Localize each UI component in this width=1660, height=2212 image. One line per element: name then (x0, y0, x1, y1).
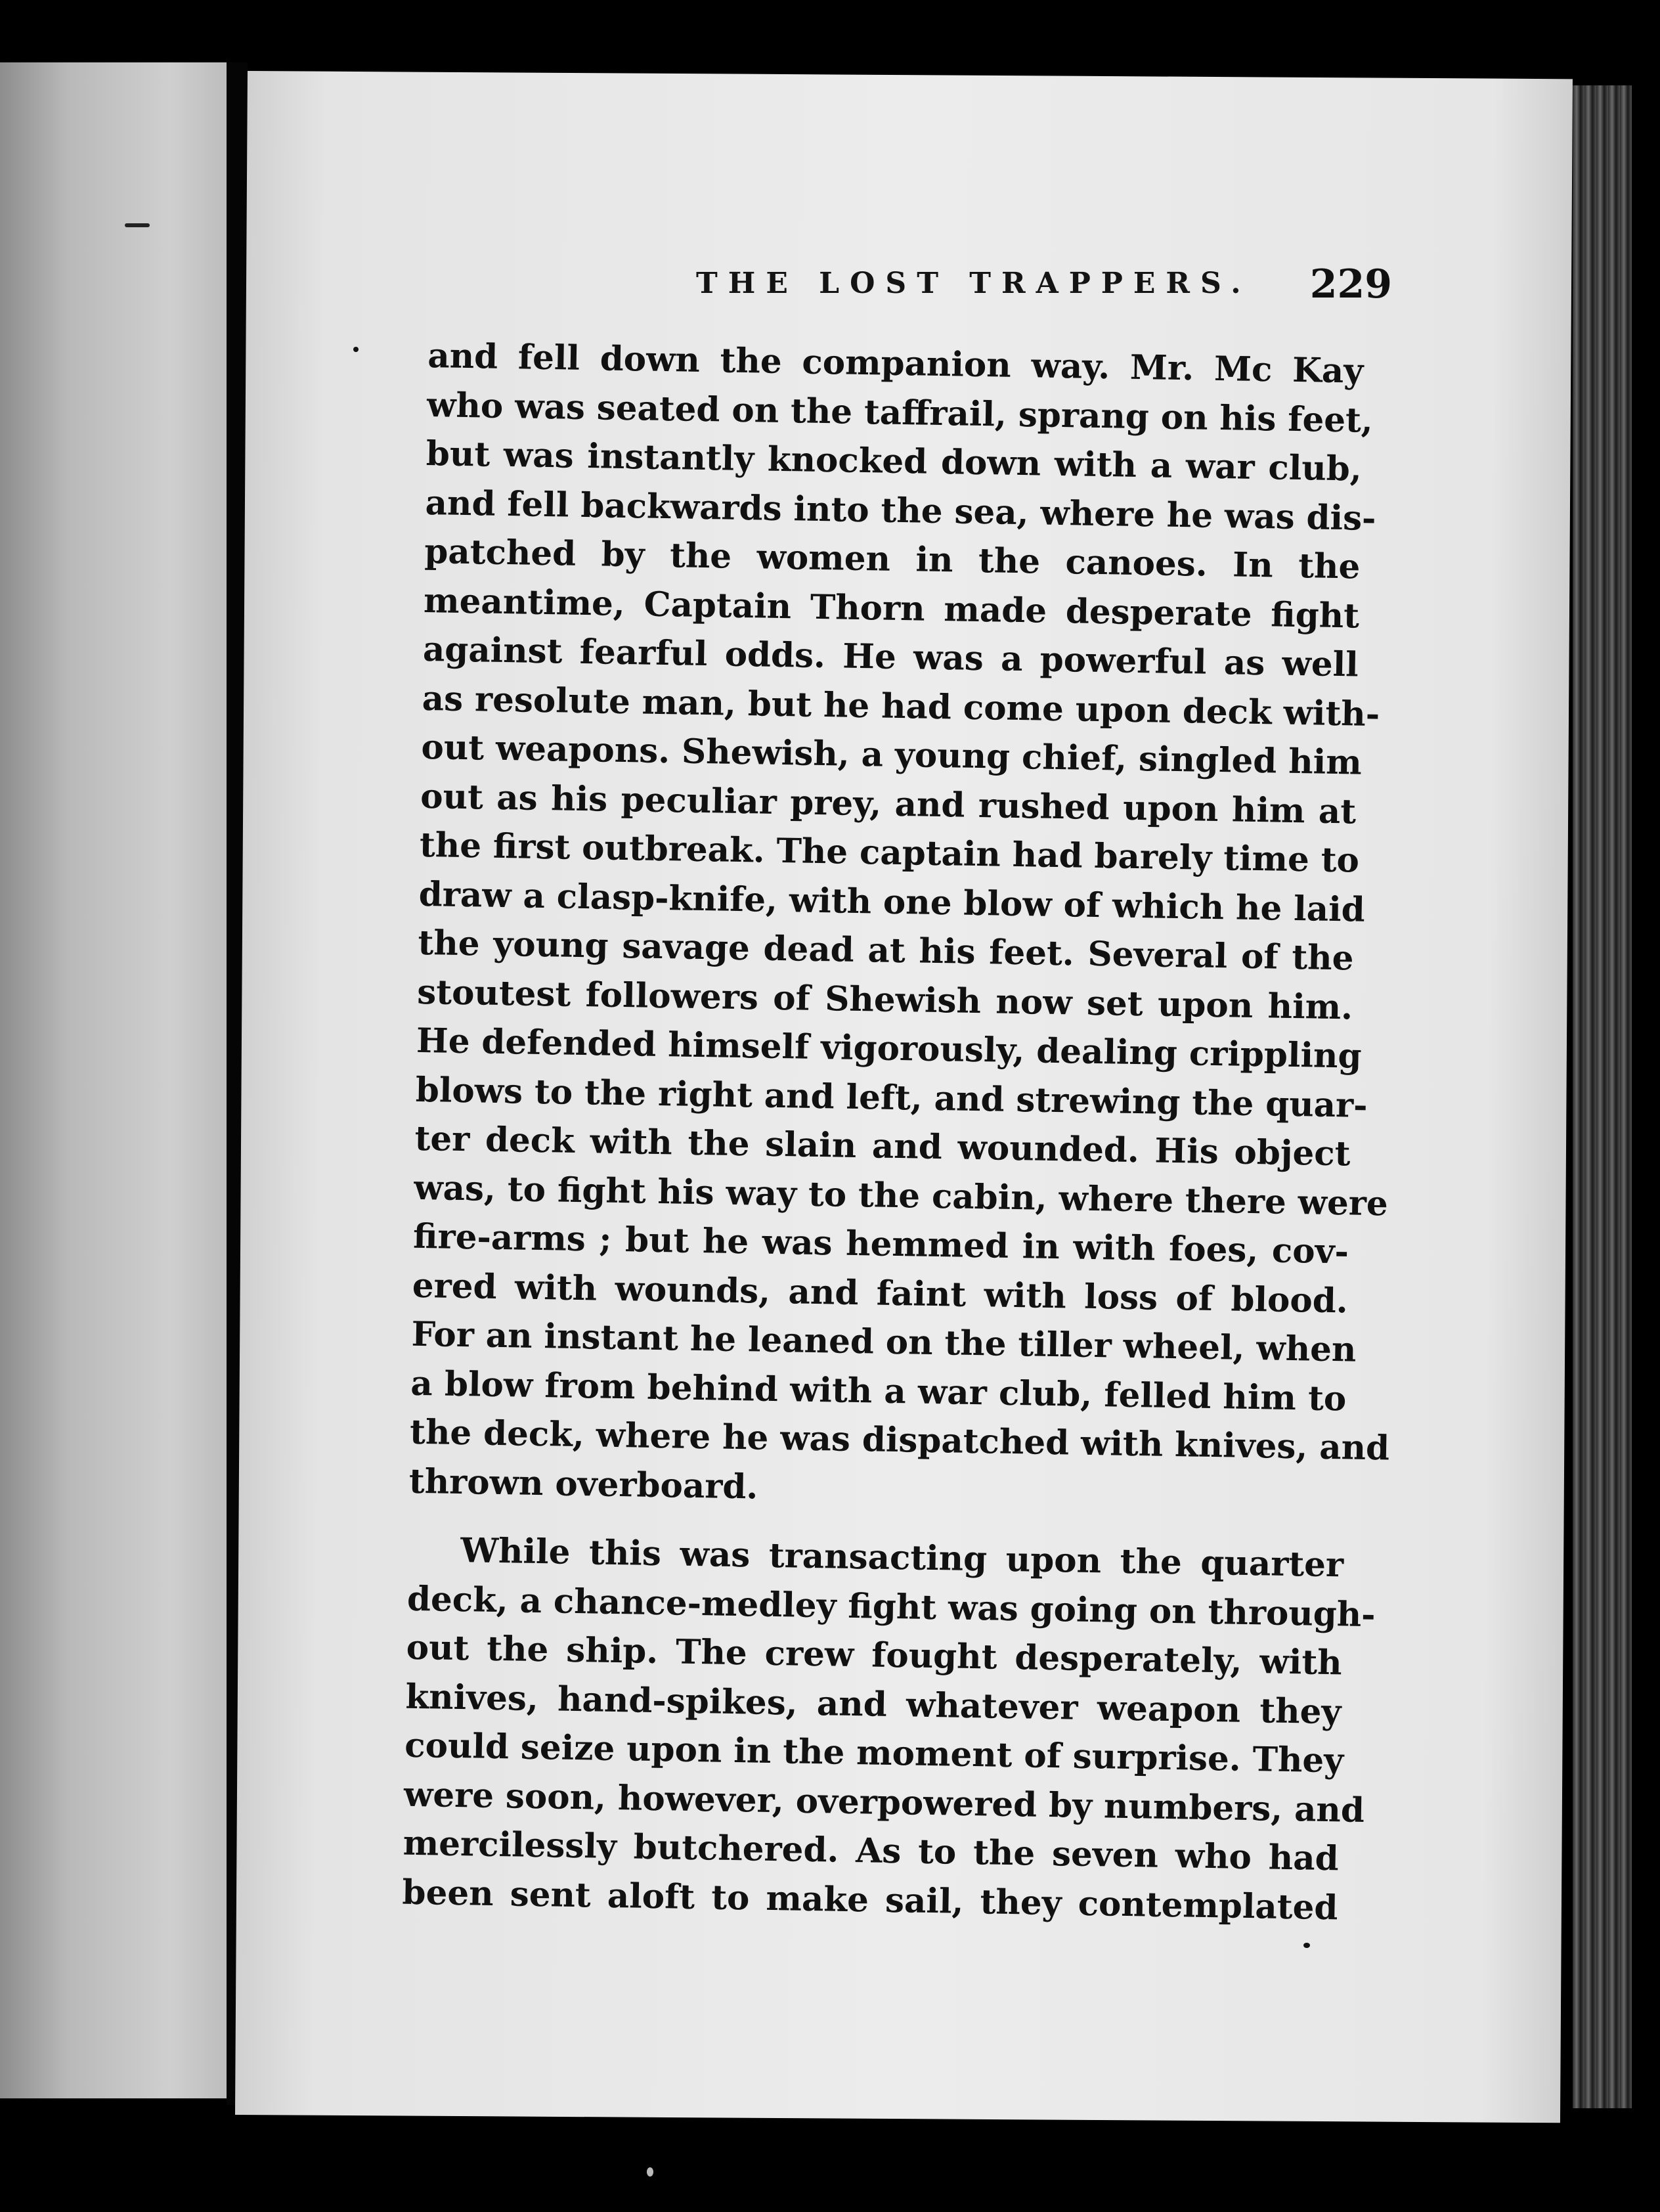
text-line: and fell backwards into the sea, where he was dis- (425, 483, 1376, 539)
text-line: stoutest followers of Shewish now set upon him. (416, 972, 1353, 1027)
text-line: ered with wounds, and faint with loss of blood. (412, 1266, 1349, 1321)
text-line: and fell down the companion way. Mr. Mc Kay (427, 336, 1364, 391)
page-header (447, 261, 1392, 313)
text-line: out weapons. Shewish, a young chief, singled him (421, 727, 1363, 783)
text-line: draw a clasp-knife, with one blow of which he laid (418, 874, 1366, 930)
text-line: knives, hand-spikes, and whatever weapon they (405, 1677, 1342, 1732)
text-line: could seize upon in the moment of surprise. They (404, 1725, 1344, 1781)
text-line: meantime, Captain Thorn made desperate fight (423, 581, 1360, 636)
text-line: While this was transacting upon the quarter (460, 1531, 1344, 1585)
text-line: a blow from behind with a war club, felled him to (410, 1363, 1347, 1419)
facing-page (0, 62, 227, 2098)
body-text (402, 332, 1390, 1932)
text-line: against fearful odds. He was a powerful as well (422, 629, 1359, 685)
text-line: was, to fight his way to the cabin, where there were (413, 1168, 1389, 1224)
text-line: out the ship. The crew fought desperately, with (406, 1627, 1343, 1683)
text-line: who was seated on the taffrail, sprang on his feet, (426, 385, 1374, 441)
text-line: mercilessly butchered. As to the seven who had (403, 1823, 1340, 1879)
text-line: blows to the right and left, and strewing the quar- (415, 1070, 1368, 1126)
text-line: out as his peculiar prey, and rushed upon him at (420, 776, 1357, 832)
text-line: fire-arms ; but he was hemmed in with foes, cov- (412, 1216, 1349, 1272)
running-head: THE LOST TRAPPERS. (696, 267, 1252, 300)
text-line: patched by the women in the canoes. In the (424, 531, 1361, 587)
text-line: been sent aloft to make sail, they contemplated (402, 1872, 1338, 1928)
text-line: deck, a chance-medley fight was going on through- (406, 1579, 1376, 1635)
text-line: the first outbreak. The captain had barely time to (419, 825, 1360, 881)
ink-mark (125, 223, 150, 227)
text-line: ter deck with the slain and wounded. His object (414, 1118, 1351, 1174)
page-number: 229 (1309, 261, 1392, 307)
paragraph-2 (402, 1526, 1376, 1933)
paragraph-1 (408, 332, 1390, 1521)
text-line: were soon, however, overpowered by numbers, and (403, 1775, 1365, 1830)
text-line: but was instantly knocked down with a war club, (426, 433, 1363, 489)
text-line: the deck, where he was dispatched with knives, and (409, 1412, 1390, 1469)
text-line: thrown overboard. (408, 1461, 758, 1507)
page-edges (1573, 85, 1632, 2108)
text-line: as resolute man, but he had come upon deck with- (422, 678, 1380, 734)
text-line: For an instant he leaned on the tiller wheel, when (411, 1314, 1357, 1370)
scan-speck (1303, 1943, 1310, 1948)
text-line: the young savage dead at his feet. Several of the (418, 923, 1354, 979)
scan-speck (353, 347, 359, 352)
text-line: He defended himself vigorously, dealing crippling (416, 1021, 1363, 1076)
scan-speck (647, 2167, 653, 2177)
